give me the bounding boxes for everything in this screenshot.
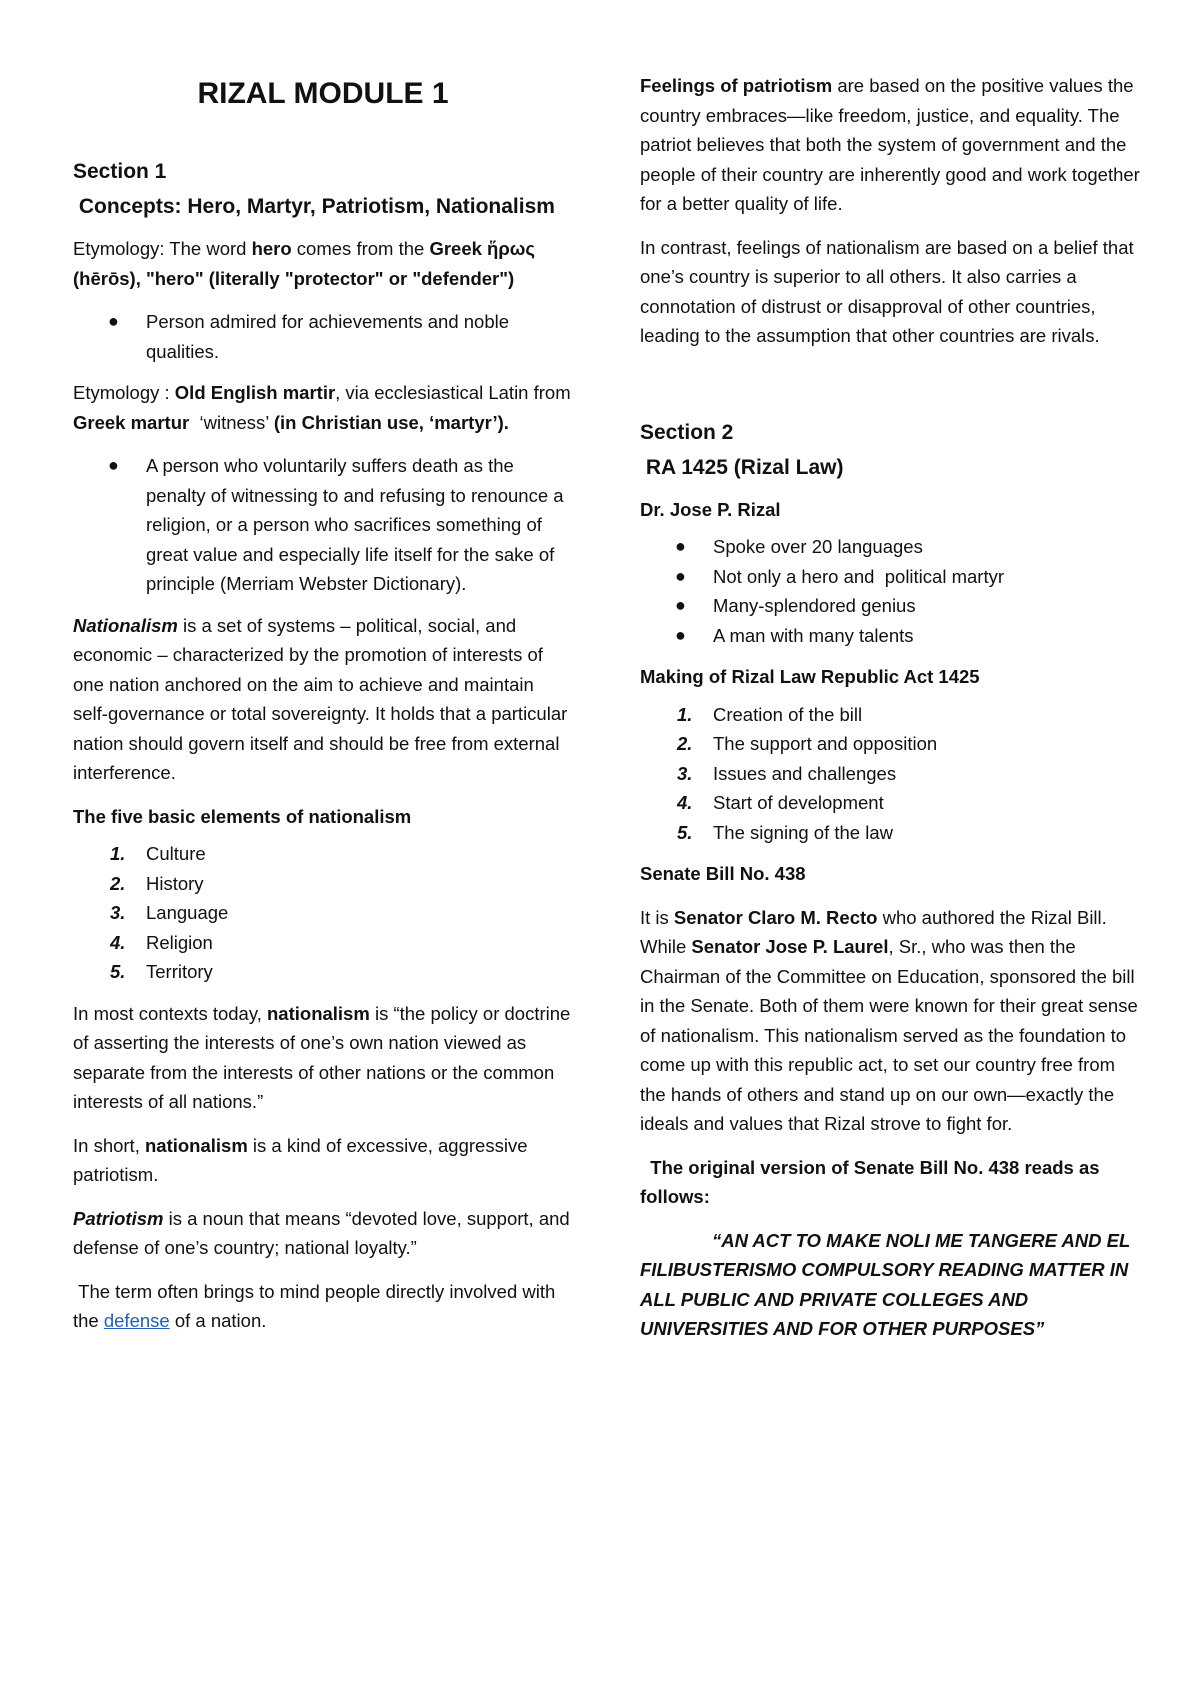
list-item: 5. The signing of the law [677, 821, 893, 843]
bullet-icon: ● [108, 311, 119, 331]
bill-quote: “AN ACT TO MAKE NOLI ME TANGERE AND EL FILIBUSTERISMO COMPULSORY READING MATTER IN ALL PUBLIC AND PRIVATE COLLEGES AND UNIVERSITIES AND FOR OTHER PURPOSES” [640, 1229, 1130, 1339]
left-column [73, 74, 576, 1350]
section-2-label: Section 2 [640, 420, 734, 444]
term-often-paragraph: The term often brings to mind people directly involved with the defense of a nation. [73, 1280, 561, 1331]
elements-heading: The five basic elements of nationalism [73, 805, 412, 827]
senate-paragraph: It is Senator Claro M. Recto who authored the Rizal Bill. While Senator Jose P. Laurel, Sr., who was then the Chairman of the Committee on Education, sponsored the bill in the Senate. Both of them were known for their great sense of nationalism. This nationalism served as the foundation to come up with this republic act, to set our country free from the hands of others and stand up on our own—exactly the ideals and values that Rizal strove to fight for. [640, 906, 1138, 1134]
section-1-label: Section 1 [73, 160, 167, 183]
list-item: ● Spoke over 20 languages [713, 532, 1140, 562]
list-item: ● A man with many talents [713, 621, 1140, 651]
martyr-etymology: Etymology : Old English martir, via ecclesiastical Latin from Greek martur ‘witness’ (in Christian use, ‘martyr’). [73, 382, 576, 433]
right-column [640, 71, 1140, 1358]
list-item: ● Not only a hero and political martyr [713, 562, 1140, 592]
list-item: 2. The support and opposition [677, 733, 938, 754]
list-item: 3. Issues and challenges [677, 762, 897, 784]
bullet-icon: ● [675, 536, 686, 556]
list-item: ● Person admired for achievements and noble qualities. [146, 307, 573, 366]
list-item: 4. Religion [110, 931, 213, 953]
rizal-heading: Dr. Jose P. Rizal [640, 498, 781, 520]
defense-link[interactable]: defense [103, 1310, 170, 1331]
list-item: 1. Culture [110, 843, 206, 864]
bullet-icon: ● [675, 624, 686, 645]
bullet-icon: ● [675, 595, 686, 615]
hero-bullets [73, 307, 573, 366]
senate-heading: Senate Bill No. 438 [640, 863, 806, 884]
list-item: 2. History [110, 872, 204, 894]
list-item: ● Many-splendored genius [713, 591, 1140, 621]
hero-etymology: Etymology: The word hero comes from the Greek ἥρως (hērōs), "hero" (literally "protector" or "defender") [73, 238, 536, 289]
section-2-heading: RA 1425 (Rizal Law) [640, 455, 844, 479]
list-item: ● A person who voluntarily suffers death as the penalty of witnessing to and refusing to renounce a religion, or a person who sacrifices something of great value and especially life itself for the sake of principle (Merriam Webster Dictionary). [146, 451, 573, 599]
making-steps [640, 700, 1140, 848]
nationalism-definition: Nationalism is a set of systems – political, social, and economic – characterized by the promotion of interests of one nation anchored on the aim to achieve and maintain self-governance or total sovereignty. It holds that a particular nation should govern itself and should be free from external interference. [73, 614, 568, 783]
original-version-heading: The original version of Senate Bill No. 438 reads as follows: [640, 1156, 1105, 1207]
rizal-bullets [640, 532, 1140, 650]
elements-list [73, 839, 573, 987]
making-heading: Making of Rizal Law Republic Act 1425 [640, 666, 980, 687]
section-1-heading: Concepts: Hero, Martyr, Patriotism, Nationalism [73, 195, 555, 218]
list-item: 5. Territory [110, 961, 213, 982]
bullet-icon: ● [108, 455, 119, 475]
list-item: 1. Creation of the bill [677, 703, 863, 725]
list-item: 3. Language [110, 902, 229, 923]
page-title: RIZAL MODULE 1 [197, 77, 449, 110]
martyr-bullets [73, 451, 573, 599]
nationalism-contexts: In most contexts today, nationalism is “the policy or doctrine of asserting the interests of one’s own nation viewed as separate from the interests of other nations or the common interests of all nations.” [73, 1002, 571, 1112]
nationalism-short: In short, nationalism is a kind of excessive, aggressive patriotism. [73, 1134, 528, 1185]
bullet-icon: ● [675, 565, 686, 586]
patriotism-definition: Patriotism is a noun that means “devoted love, support, and defense of one’s country; national loyalty.” [73, 1207, 570, 1258]
nationalism-contrast: In contrast, feelings of nationalism are based on a belief that one’s country is superior to all others. It also carries a connotation of distrust or disapproval of other countries, leading to the assumption that other countries are rivals. [640, 236, 1134, 346]
list-item: 4. Start of development [677, 792, 884, 813]
patriotism-feelings: Feelings of patriotism are based on the positive values the country embraces—like freedom, justice, and equality. The patriot believes that both the system of government and the people of their country are inherently good and work together for a better quality of life. [640, 75, 1140, 214]
